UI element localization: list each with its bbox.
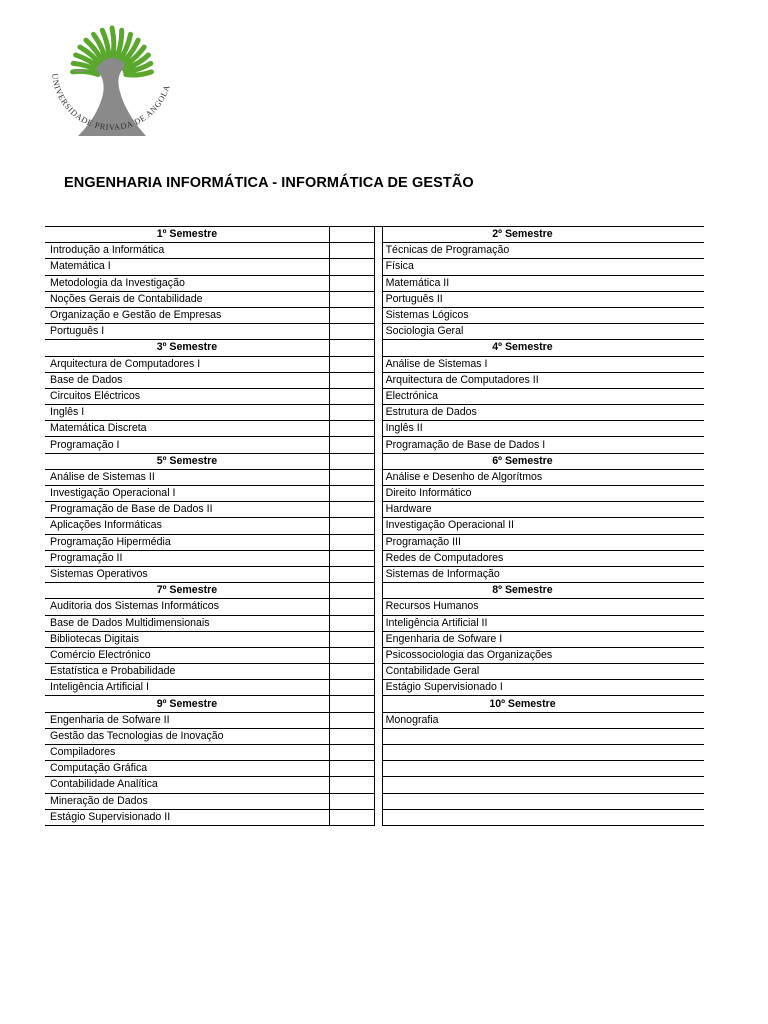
- course-left: Inglês I: [45, 405, 329, 421]
- column-gap: [375, 421, 382, 437]
- course-right-label: Programação III: [385, 535, 461, 548]
- grade-cell-right: [659, 275, 704, 291]
- column-gap: [375, 745, 382, 761]
- course-right-label: Engenharia de Sofware I: [385, 632, 503, 645]
- column-gap: [375, 518, 382, 534]
- grade-cell-left: [329, 728, 375, 744]
- course-right-label: Arquitectura de Computadores II: [385, 373, 539, 386]
- column-gap: [375, 809, 382, 825]
- course-left: Matemática I: [45, 259, 329, 275]
- course-left: Investigação Operacional I: [45, 486, 329, 502]
- grade-cell-right: [659, 356, 704, 372]
- course-left: Gestão das Tecnologias de Inovação: [45, 728, 329, 744]
- course-right: [382, 809, 659, 825]
- grade-cell-right: [659, 680, 704, 696]
- semester-header-row: [45, 453, 704, 469]
- semester-header-row: [45, 227, 704, 243]
- course-right-label: [383, 762, 386, 774]
- column-gap: [375, 534, 382, 550]
- course-right: [382, 534, 659, 550]
- column-gap: [375, 777, 382, 793]
- grade-cell-left: [329, 291, 375, 307]
- grade-cell-right: [659, 340, 704, 356]
- course-right-label: Análise de Sistemas I: [385, 357, 488, 370]
- course-left: Programação I: [45, 437, 329, 453]
- course-right: [382, 550, 659, 566]
- column-gap: [375, 437, 382, 453]
- course-left: Contabilidade Analítica: [45, 777, 329, 793]
- course-right: [382, 243, 659, 259]
- table-row: [45, 307, 704, 323]
- grade-cell-left: [329, 777, 375, 793]
- grade-cell-left: [329, 647, 375, 663]
- course-right: [382, 388, 659, 404]
- grade-cell-right: [659, 486, 704, 502]
- table-row: [45, 550, 704, 566]
- grade-cell-left: [329, 809, 375, 825]
- course-left: Inteligência Artificial I: [45, 680, 329, 696]
- semester-header-row: [45, 696, 704, 712]
- course-right: [382, 680, 659, 696]
- table-row: [45, 437, 704, 453]
- grade-cell-left: [329, 275, 375, 291]
- table-row: [45, 259, 704, 275]
- course-right-label: Investigação Operacional II: [385, 519, 514, 532]
- grade-cell-left: [329, 372, 375, 388]
- column-gap: [375, 275, 382, 291]
- course-right-label: [383, 730, 386, 742]
- grade-cell-left: [329, 566, 375, 582]
- course-right: [382, 599, 659, 615]
- column-gap: [375, 793, 382, 809]
- grade-cell-right: [659, 259, 704, 275]
- table-row: [45, 275, 704, 291]
- course-right: [382, 291, 659, 307]
- course-right-label: Programação de Base de Dados I: [385, 438, 546, 451]
- grade-cell-left: [329, 615, 375, 631]
- course-right: [382, 664, 659, 680]
- course-right: [382, 324, 659, 340]
- grade-cell-left: [329, 534, 375, 550]
- course-right-label: Estágio Supervisionado I: [385, 681, 503, 694]
- grade-cell-right: [659, 518, 704, 534]
- grade-cell-right: [659, 372, 704, 388]
- course-right: [382, 469, 659, 485]
- column-gap: [375, 324, 382, 340]
- grade-cell-right: [659, 696, 704, 712]
- column-gap: [375, 680, 382, 696]
- grade-cell-left: [329, 259, 375, 275]
- course-right: [382, 777, 659, 793]
- course-right: [382, 437, 659, 453]
- course-right: [382, 502, 659, 518]
- course-right-label: Matemática II: [385, 276, 450, 289]
- course-right: [382, 793, 659, 809]
- grade-cell-left: [329, 712, 375, 728]
- course-right: [382, 275, 659, 291]
- course-right: [382, 421, 659, 437]
- course-left: Aplicações Informáticas: [45, 518, 329, 534]
- table-row: [45, 324, 704, 340]
- university-tree-emblem-icon: [38, 18, 186, 150]
- column-gap: [375, 227, 382, 243]
- course-right: [382, 566, 659, 582]
- grade-cell-left: [329, 356, 375, 372]
- semester-header-row: [45, 583, 704, 599]
- course-right: [382, 486, 659, 502]
- column-gap: [375, 243, 382, 259]
- column-gap: [375, 712, 382, 728]
- course-left: Noções Gerais de Contabilidade: [45, 291, 329, 307]
- course-left: Sistemas Operativos: [45, 566, 329, 582]
- course-right-label: Redes de Computadores: [385, 551, 504, 564]
- grade-cell-right: [659, 745, 704, 761]
- table-row: [45, 809, 704, 825]
- grade-cell-left: [329, 631, 375, 647]
- table-row: [45, 372, 704, 388]
- table-row: [45, 405, 704, 421]
- table-row: [45, 777, 704, 793]
- semester-header-left: 5º Semestre: [45, 453, 329, 469]
- semester-header-left: 3º Semestre: [45, 340, 329, 356]
- course-right: [382, 372, 659, 388]
- table-row: [45, 502, 704, 518]
- table-row: [45, 356, 704, 372]
- grade-cell-left: [329, 486, 375, 502]
- grade-cell-right: [659, 664, 704, 680]
- table-row: [45, 664, 704, 680]
- column-gap: [375, 372, 382, 388]
- column-gap: [375, 291, 382, 307]
- semester-header-right: [382, 227, 659, 243]
- course-left: Mineração de Dados: [45, 793, 329, 809]
- grade-cell-right: [659, 227, 704, 243]
- course-right-label: Psicossociologia das Organizações: [385, 648, 553, 661]
- course-right: [382, 615, 659, 631]
- grade-cell-left: [329, 340, 375, 356]
- semester-header-row: [45, 340, 704, 356]
- column-gap: [375, 469, 382, 485]
- course-right: [382, 356, 659, 372]
- course-right: [382, 405, 659, 421]
- course-left: Programação II: [45, 550, 329, 566]
- table-row: [45, 388, 704, 404]
- course-right-label: Sistemas de Informação: [385, 568, 500, 581]
- course-left: Programação de Base de Dados II: [45, 502, 329, 518]
- course-right-label: Monografia: [385, 713, 439, 726]
- logo-text: UNIVERSIDADE PRIVADA DE ANGOLA: [50, 72, 172, 133]
- table-row: [45, 647, 704, 663]
- grade-cell-right: [659, 615, 704, 631]
- course-right: [382, 712, 659, 728]
- course-right-label: [383, 778, 386, 790]
- course-right: [382, 307, 659, 323]
- table-row: [45, 469, 704, 485]
- column-gap: [375, 550, 382, 566]
- table-row: [45, 712, 704, 728]
- grade-cell-left: [329, 502, 375, 518]
- grade-cell-left: [329, 469, 375, 485]
- grade-cell-left: [329, 793, 375, 809]
- grade-cell-left: [329, 437, 375, 453]
- course-right: [382, 518, 659, 534]
- course-left: Organização e Gestão de Empresas: [45, 307, 329, 323]
- grade-cell-right: [659, 453, 704, 469]
- course-right: [382, 728, 659, 744]
- grade-cell-left: [329, 518, 375, 534]
- grade-cell-left: [329, 324, 375, 340]
- course-right-label: Direito Informático: [385, 487, 472, 500]
- grade-cell-left: [329, 388, 375, 404]
- course-right-label: 8º Semestre: [492, 584, 553, 597]
- grade-cell-right: [659, 777, 704, 793]
- semester-header-right: [382, 583, 659, 599]
- course-right: [382, 631, 659, 647]
- column-gap: [375, 631, 382, 647]
- table-row: [45, 793, 704, 809]
- course-right-label: Sociologia Geral: [385, 325, 464, 338]
- grade-cell-right: [659, 437, 704, 453]
- grade-cell-left: [329, 405, 375, 421]
- table-row: [45, 421, 704, 437]
- column-gap: [375, 696, 382, 712]
- grade-cell-left: [329, 745, 375, 761]
- table-row: [45, 291, 704, 307]
- table-row: [45, 728, 704, 744]
- column-gap: [375, 502, 382, 518]
- grade-cell-right: [659, 469, 704, 485]
- grade-cell-right: [659, 599, 704, 615]
- grade-cell-right: [659, 550, 704, 566]
- page-title: ENGENHARIA INFORMÁTICA - INFORMÁTICA DE GESTÃO: [64, 175, 474, 191]
- grade-cell-left: [329, 307, 375, 323]
- course-left: Estágio Supervisionado II: [45, 809, 329, 825]
- column-gap: [375, 405, 382, 421]
- table-row: [45, 745, 704, 761]
- course-right-label: Contabilidade Geral: [385, 665, 480, 678]
- course-right: [382, 259, 659, 275]
- course-left: Metodologia da Investigação: [45, 275, 329, 291]
- semester-header-left: 1º Semestre: [45, 227, 329, 243]
- grade-cell-left: [329, 599, 375, 615]
- grade-cell-left: [329, 680, 375, 696]
- logo-ray: [112, 28, 114, 62]
- course-right-label: Sistemas Lógicos: [385, 309, 469, 322]
- grade-cell-right: [659, 728, 704, 744]
- grade-cell-right: [659, 421, 704, 437]
- grade-cell-left: [329, 761, 375, 777]
- grade-cell-right: [659, 809, 704, 825]
- grade-cell-right: [659, 324, 704, 340]
- course-left: Base de Dados Multidimensionais: [45, 615, 329, 631]
- grade-cell-right: [659, 307, 704, 323]
- course-left: Introdução a Informática: [45, 243, 329, 259]
- column-gap: [375, 583, 382, 599]
- column-gap: [375, 566, 382, 582]
- semester-header-right: [382, 340, 659, 356]
- column-gap: [375, 388, 382, 404]
- grade-cell-right: [659, 566, 704, 582]
- table-row: [45, 631, 704, 647]
- course-left: Análise de Sistemas II: [45, 469, 329, 485]
- grade-cell-right: [659, 793, 704, 809]
- course-right-label: 4º Semestre: [492, 341, 553, 354]
- semester-table: [45, 226, 704, 826]
- course-left: Matemática Discreta: [45, 421, 329, 437]
- course-left: Compiladores: [45, 745, 329, 761]
- course-left: Base de Dados: [45, 372, 329, 388]
- grade-cell-right: [659, 583, 704, 599]
- course-left: Engenharia de Sofware II: [45, 712, 329, 728]
- course-right-label: 10º Semestre: [489, 697, 556, 710]
- semester-header-left: 7º Semestre: [45, 583, 329, 599]
- grade-cell-left: [329, 243, 375, 259]
- table-row: [45, 761, 704, 777]
- grade-cell-right: [659, 243, 704, 259]
- grade-cell-right: [659, 405, 704, 421]
- grade-cell-left: [329, 696, 375, 712]
- column-gap: [375, 647, 382, 663]
- course-right-label: Electrónica: [385, 389, 438, 402]
- column-gap: [375, 599, 382, 615]
- grade-cell-left: [329, 550, 375, 566]
- course-left: Português I: [45, 324, 329, 340]
- grade-cell-left: [329, 453, 375, 469]
- grade-cell-right: [659, 291, 704, 307]
- grade-cell-right: [659, 502, 704, 518]
- grade-cell-right: [659, 534, 704, 550]
- course-right: [382, 745, 659, 761]
- table-row: [45, 518, 704, 534]
- course-right-label: Técnicas de Programação: [385, 244, 510, 257]
- column-gap: [375, 453, 382, 469]
- table-row: [45, 566, 704, 582]
- table-row: [45, 243, 704, 259]
- course-left: Comércio Electrónico: [45, 647, 329, 663]
- course-right-label: Física: [385, 260, 414, 273]
- course-right-label: Análise e Desenho de Algorítmos: [385, 470, 543, 483]
- grade-cell-left: [329, 664, 375, 680]
- table-row: [45, 534, 704, 550]
- column-gap: [375, 259, 382, 275]
- course-right: [382, 647, 659, 663]
- course-left: Computação Gráfica: [45, 761, 329, 777]
- column-gap: [375, 356, 382, 372]
- course-right-label: [383, 811, 386, 823]
- column-gap: [375, 761, 382, 777]
- course-left: Arquitectura de Computadores I: [45, 356, 329, 372]
- column-gap: [375, 615, 382, 631]
- column-gap: [375, 340, 382, 356]
- course-left: Circuitos Eléctricos: [45, 388, 329, 404]
- course-right-label: 6º Semestre: [492, 454, 553, 467]
- course-right-label: Hardware: [385, 503, 432, 516]
- column-gap: [375, 664, 382, 680]
- course-right-label: [383, 746, 386, 758]
- column-gap: [375, 728, 382, 744]
- grade-cell-right: [659, 631, 704, 647]
- table-row: [45, 486, 704, 502]
- column-gap: [375, 307, 382, 323]
- course-right-label: Português II: [385, 292, 443, 305]
- table-row: [45, 615, 704, 631]
- course-left: Estatística e Probabilidade: [45, 664, 329, 680]
- grade-cell-left: [329, 421, 375, 437]
- course-right-label: Estrutura de Dados: [385, 406, 477, 419]
- course-left: Bibliotecas Digitais: [45, 631, 329, 647]
- grade-cell-left: [329, 583, 375, 599]
- semester-header-right: [382, 453, 659, 469]
- grade-cell-right: [659, 761, 704, 777]
- grade-cell-left: [329, 227, 375, 243]
- semester-header-right: [382, 696, 659, 712]
- course-right: [382, 761, 659, 777]
- course-left: Programação Hipermédia: [45, 534, 329, 550]
- grade-cell-right: [659, 388, 704, 404]
- course-right-label: Inglês II: [385, 422, 423, 435]
- course-right-label: Recursos Humanos: [385, 600, 479, 613]
- table-row: [45, 680, 704, 696]
- course-right-label: 2º Semestre: [492, 228, 553, 241]
- course-right-label: Inteligência Artificial II: [385, 616, 488, 629]
- semester-header-left: 9º Semestre: [45, 696, 329, 712]
- course-left: Auditoria dos Sistemas Informáticos: [45, 599, 329, 615]
- course-right-label: [383, 795, 386, 807]
- table-row: [45, 599, 704, 615]
- column-gap: [375, 486, 382, 502]
- grade-cell-right: [659, 712, 704, 728]
- university-logo: [38, 18, 186, 150]
- grade-cell-right: [659, 647, 704, 663]
